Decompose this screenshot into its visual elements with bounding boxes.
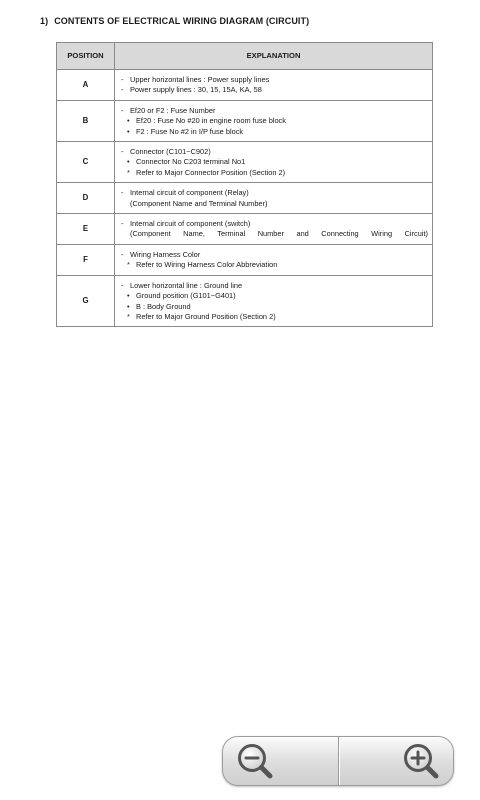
table-header-row — [57, 43, 433, 70]
explanation-line — [121, 188, 428, 198]
table-row — [57, 100, 433, 141]
zoom-control — [222, 736, 454, 786]
line-marker: - — [121, 188, 124, 198]
line-marker: • — [127, 157, 130, 167]
position-cell: A — [57, 70, 115, 101]
line-marker: • — [127, 126, 130, 136]
wiring-contents-table — [56, 42, 433, 327]
line-text: Refer to Wiring Harness Color Abbreviation — [136, 260, 278, 270]
position-cell: G — [57, 275, 115, 327]
table-row — [57, 70, 433, 101]
explanation-cell — [115, 183, 433, 214]
line-marker: - — [121, 75, 124, 84]
line-text: (Component Name, Terminal Number and Connecting Wiring Circuit) — [130, 229, 428, 239]
zoom-in-icon — [401, 741, 441, 781]
explanation-line — [121, 75, 428, 85]
explanation-cell — [115, 70, 433, 101]
line-text: (Component Name and Terminal Number) — [130, 198, 268, 208]
zoom-out-button[interactable] — [223, 737, 338, 785]
explanation-line — [121, 229, 428, 239]
line-marker: * — [127, 311, 130, 321]
explanation-line — [121, 147, 428, 157]
explanation-line — [121, 312, 428, 322]
explanation-line — [121, 116, 428, 126]
line-text: Refer to Major Ground Position (Section 2) — [136, 311, 276, 321]
table-body — [57, 70, 433, 327]
explanation-line — [121, 219, 428, 229]
explanation-line — [121, 127, 428, 137]
explanation-cell — [115, 142, 433, 183]
line-text: Wiring Harness Color — [130, 249, 201, 259]
explanation-header: EXPLANATION — [115, 43, 433, 70]
line-text: Connector (C101~C902) — [130, 147, 211, 157]
position-cell: D — [57, 183, 115, 214]
explanation-line — [121, 85, 428, 95]
line-marker: - — [121, 85, 124, 95]
line-text: Ef20 : Fuse No #20 in engine room fuse block — [136, 116, 286, 126]
section-heading — [40, 16, 309, 26]
line-marker: - — [121, 147, 124, 157]
explanation-line — [121, 281, 428, 291]
line-text: Upper horizontal lines : Power supply lines — [130, 75, 270, 84]
explanation-line — [121, 106, 428, 116]
table-row — [57, 244, 433, 275]
line-marker: - — [121, 249, 124, 259]
line-text: Connector No C203 terminal No1 — [136, 157, 246, 167]
line-text: B : Body Ground — [136, 301, 191, 311]
position-header: POSITION — [57, 43, 115, 70]
table-row — [57, 275, 433, 327]
table-row — [57, 183, 433, 214]
explanation-line — [121, 302, 428, 312]
explanation-line — [121, 168, 428, 178]
line-marker: * — [127, 260, 130, 270]
table-row — [57, 142, 433, 183]
line-text: Lower horizontal line : Ground line — [130, 280, 243, 290]
line-text: F2 : Fuse No #2 in I/P fuse block — [136, 126, 244, 136]
explanation-line — [121, 260, 428, 270]
zoom-in-button[interactable] — [338, 737, 454, 785]
line-marker: * — [127, 167, 130, 177]
line-marker: • — [127, 291, 130, 301]
position-cell: F — [57, 244, 115, 275]
line-marker: - — [121, 219, 124, 229]
position-cell: C — [57, 142, 115, 183]
line-text: Ef20 or F2 : Fuse Number — [130, 105, 216, 115]
line-marker: - — [121, 280, 124, 290]
explanation-line — [121, 250, 428, 260]
line-marker: • — [127, 116, 130, 126]
explanation-cell — [115, 214, 433, 245]
line-text: Internal circuit of component (switch) — [130, 219, 251, 229]
position-cell: E — [57, 214, 115, 245]
explanation-line — [121, 199, 428, 209]
section-number: 1) — [40, 16, 49, 26]
line-text: Refer to Major Connector Position (Section 2) — [136, 167, 286, 177]
section-title: CONTENTS OF ELECTRICAL WIRING DIAGRAM (CIRCUIT) — [54, 16, 310, 26]
line-marker: - — [121, 105, 124, 115]
explanation-cell — [115, 100, 433, 141]
position-cell: B — [57, 100, 115, 141]
explanation-line — [121, 157, 428, 167]
table-row — [57, 214, 433, 245]
line-text: Power supply lines : 30, 15, 15A, KA, 58 — [130, 85, 262, 95]
explanation-line — [121, 291, 428, 301]
explanation-cell — [115, 244, 433, 275]
explanation-cell — [115, 275, 433, 327]
line-text: Ground position (G101~G401) — [136, 291, 236, 301]
line-marker: • — [127, 301, 130, 311]
line-text: Internal circuit of component (Relay) — [130, 188, 249, 198]
zoom-out-icon — [235, 741, 275, 781]
